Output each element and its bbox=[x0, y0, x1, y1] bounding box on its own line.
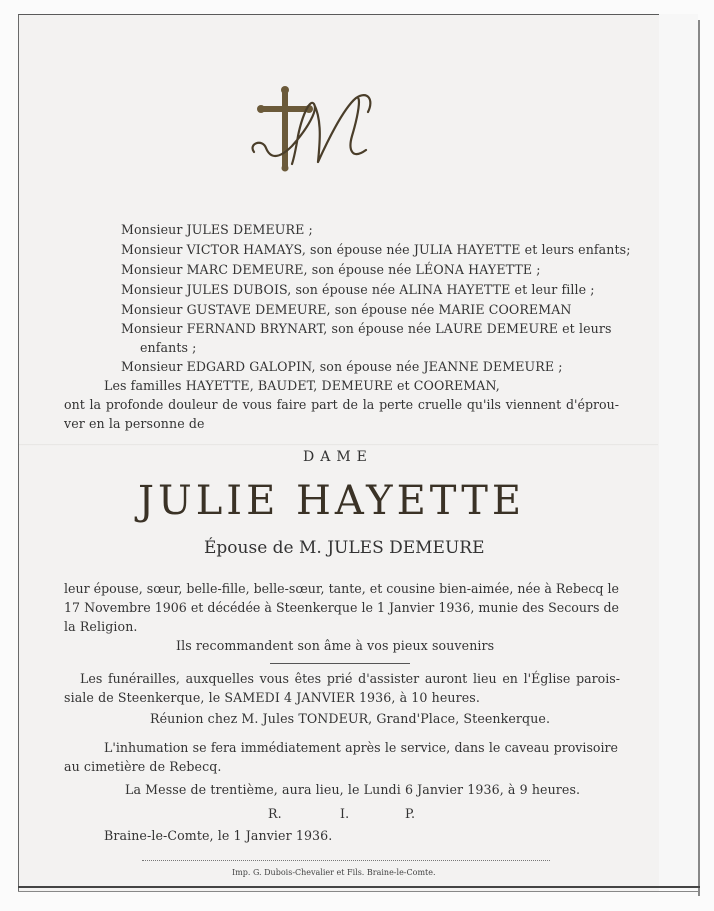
burial-line: au cimetière de Rebecq. bbox=[64, 759, 222, 774]
paper-fold-line bbox=[19, 444, 658, 446]
page-edge-shade bbox=[658, 14, 698, 890]
intro-line: ver en la personne de bbox=[64, 416, 205, 431]
dotted-rule bbox=[142, 860, 550, 861]
family-line: Monsieur FERNAND BRYNART, son épouse née LAURE DEMEURE et leurs bbox=[121, 321, 612, 336]
spouse-line: Épouse de M. JULES DEMEURE bbox=[204, 538, 485, 558]
bottom-border-rule bbox=[18, 886, 700, 888]
burial-line: L'inhumation se fera immédiatement après le service, dans le caveau provisoire bbox=[104, 740, 618, 755]
cross-monogram-icon bbox=[248, 86, 378, 172]
family-line: Monsieur VICTOR HAMAYS, son épouse née JULIA HAYETTE et leurs enfants; bbox=[121, 242, 631, 257]
funeral-line: Les funérailles, auxquelles vous êtes prié d'assister auront lieu en l'Église parois- bbox=[80, 671, 620, 686]
bottom-border-rule-thin bbox=[18, 891, 700, 892]
bio-line: la Religion. bbox=[64, 619, 138, 634]
mass-line: La Messe de trentième, aura lieu, le Lundi 6 Janvier 1936, à 9 heures. bbox=[125, 782, 581, 797]
bio-line: 17 Novembre 1906 et décédée à Steenkerque le 1 Janvier 1936, munie des Secours de bbox=[64, 600, 619, 615]
rip-i: I. bbox=[340, 806, 350, 821]
title-dame: DAME bbox=[303, 449, 373, 465]
family-line: Monsieur EDGARD GALOPIN, son épouse née JEANNE DEMEURE ; bbox=[121, 359, 563, 374]
printer-credit: Imp. G. Dubois-Chevalier et Fils. Braine-le-Comte. bbox=[232, 868, 436, 877]
deceased-name: JULIE HAYETTE bbox=[138, 478, 526, 524]
rip-r: R. bbox=[268, 806, 282, 821]
family-line: enfants ; bbox=[140, 340, 197, 355]
family-line: Monsieur GUSTAVE DEMEURE, son épouse née MARIE COOREMAN bbox=[121, 302, 572, 317]
family-line: Monsieur JULES DUBOIS, son épouse née ALINA HAYETTE et leur fille ; bbox=[121, 282, 595, 297]
bio-line: leur épouse, sœur, belle-fille, belle-sœur, tante, et cousine bien-aimée, née à Rebecq le bbox=[64, 581, 619, 596]
family-line: Les familles HAYETTE, BAUDET, DEMEURE et COOREMAN, bbox=[104, 378, 500, 393]
separator-rule bbox=[270, 663, 410, 664]
rip-p: P. bbox=[405, 806, 416, 821]
place-date: Braine-le-Comte, le 1 Janvier 1936. bbox=[104, 828, 333, 843]
intro-line: ont la profonde douleur de vous faire part de la perte cruelle qu'ils viennent d'éprou- bbox=[64, 397, 619, 412]
funeral-line: siale de Steenkerque, le SAMEDI 4 JANVIER 1936, à 10 heures. bbox=[64, 690, 480, 705]
family-line: Monsieur JULES DEMEURE ; bbox=[121, 222, 313, 237]
family-line: Monsieur MARC DEMEURE, son épouse née LÉONA HAYETTE ; bbox=[121, 262, 541, 277]
reunion-line: Réunion chez M. Jules TONDEUR, Grand'Place, Steenkerque. bbox=[150, 711, 551, 726]
recommend-line: Ils recommandent son âme à vos pieux souvenirs bbox=[176, 638, 495, 653]
right-border-rule bbox=[698, 20, 700, 896]
